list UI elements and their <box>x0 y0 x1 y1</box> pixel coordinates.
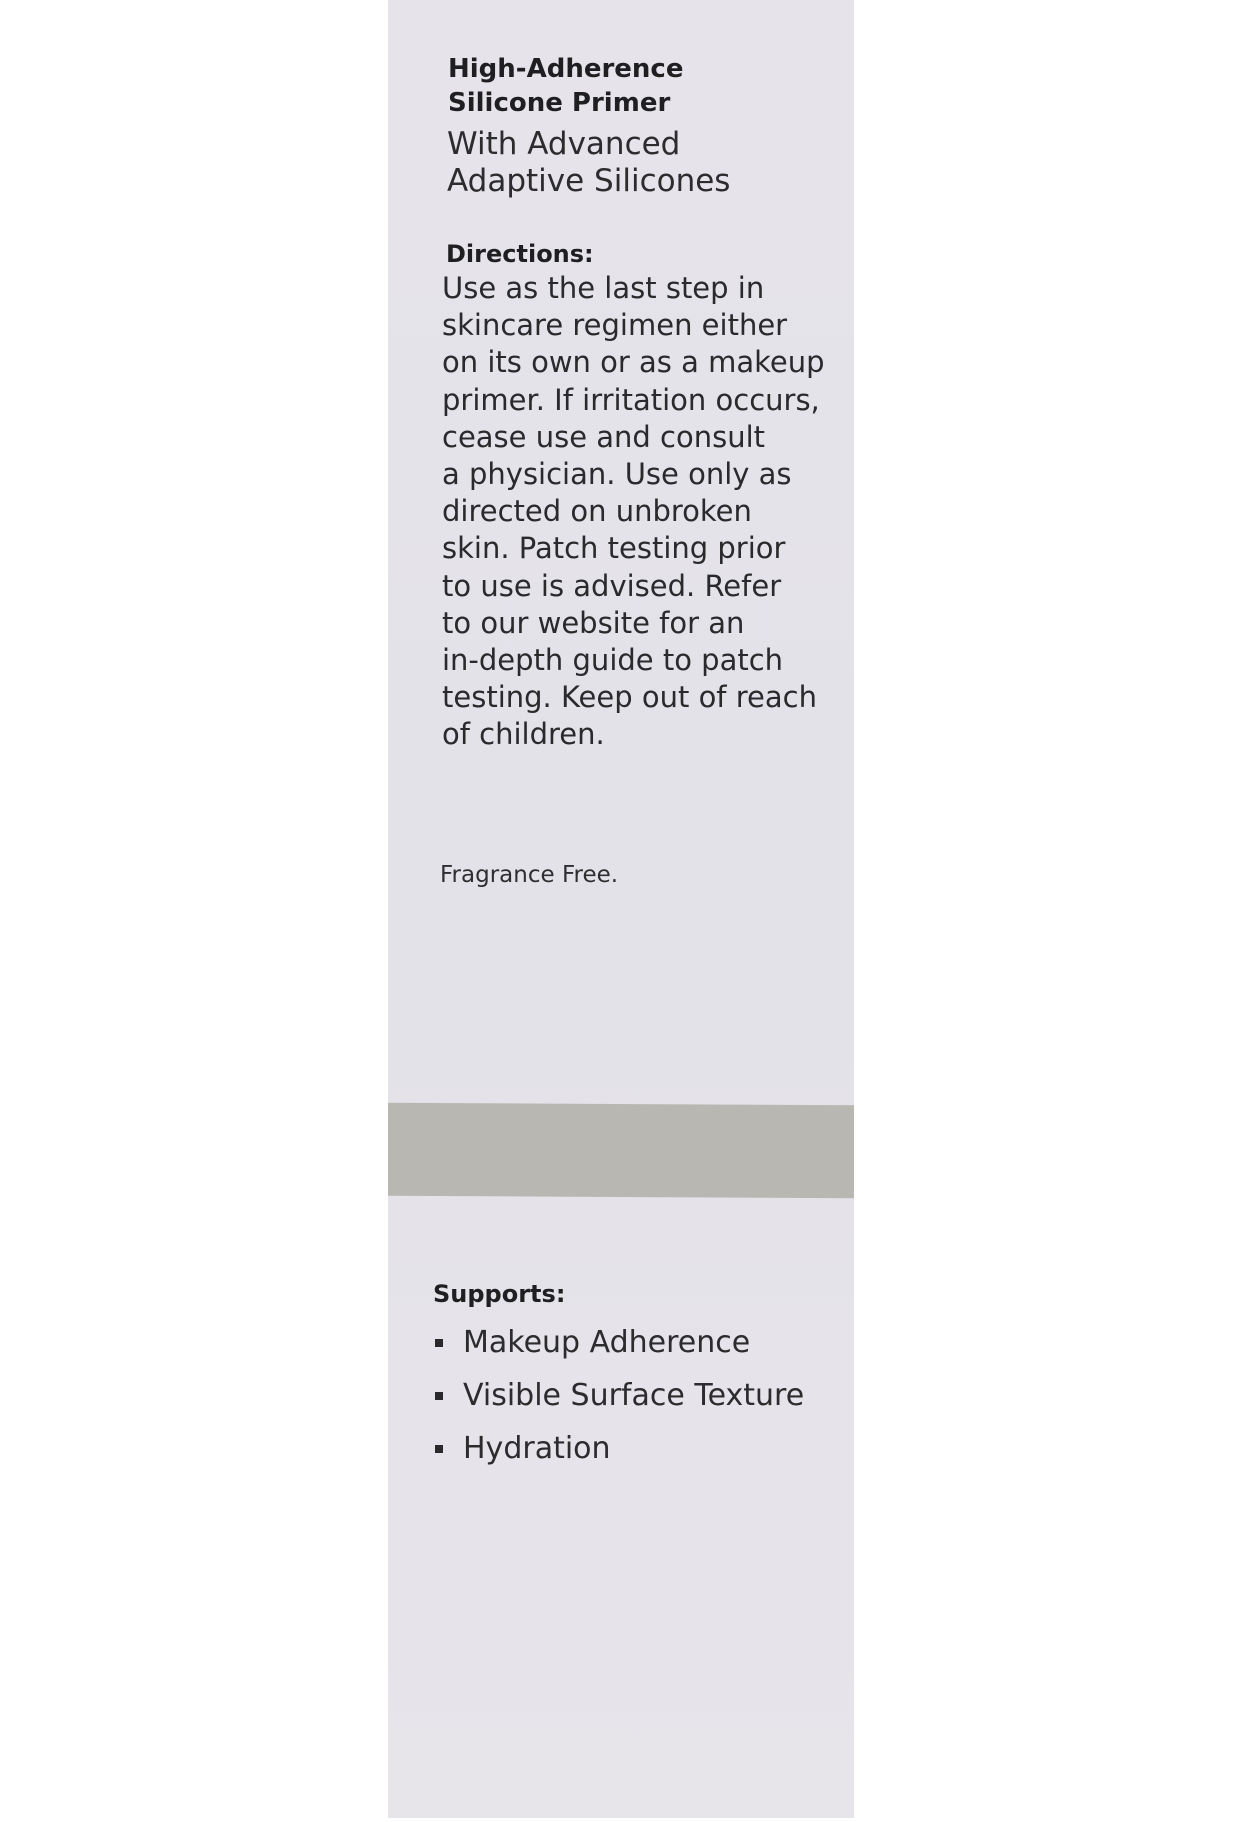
decorative-stripe <box>388 1103 854 1198</box>
supports-item <box>433 1369 804 1422</box>
directions-text: Use as the last step in skincare regimen either on its own or as a makeup primer. If irritation occurs, cease use and consult a physician. Use only as directed on unbroken skin. Patch testing prior to use is advised. Refer to our website for an in-depth guide to patch testing. Keep out of reach of children. <box>442 271 825 752</box>
product-subtitle: With Advanced Adaptive Silicones <box>447 126 731 199</box>
supports-item-label: Visible Surface Texture <box>463 1378 805 1413</box>
supports-item <box>433 1316 804 1369</box>
supports-list <box>433 1316 804 1475</box>
directions-heading: Directions: <box>446 240 594 268</box>
fragrance-note: Fragrance Free. <box>440 862 619 888</box>
supports-item-label: Makeup Adherence <box>463 1325 751 1360</box>
supports-item-label: Hydration <box>463 1431 611 1466</box>
bullet-icon <box>435 1445 443 1453</box>
supports-heading: Supports: <box>433 1280 566 1308</box>
supports-item <box>433 1422 804 1475</box>
bullet-icon <box>435 1339 443 1347</box>
product-title: High-Adherence Silicone Primer <box>448 54 684 118</box>
product-box-side <box>388 0 854 1818</box>
bullet-icon <box>435 1392 443 1400</box>
